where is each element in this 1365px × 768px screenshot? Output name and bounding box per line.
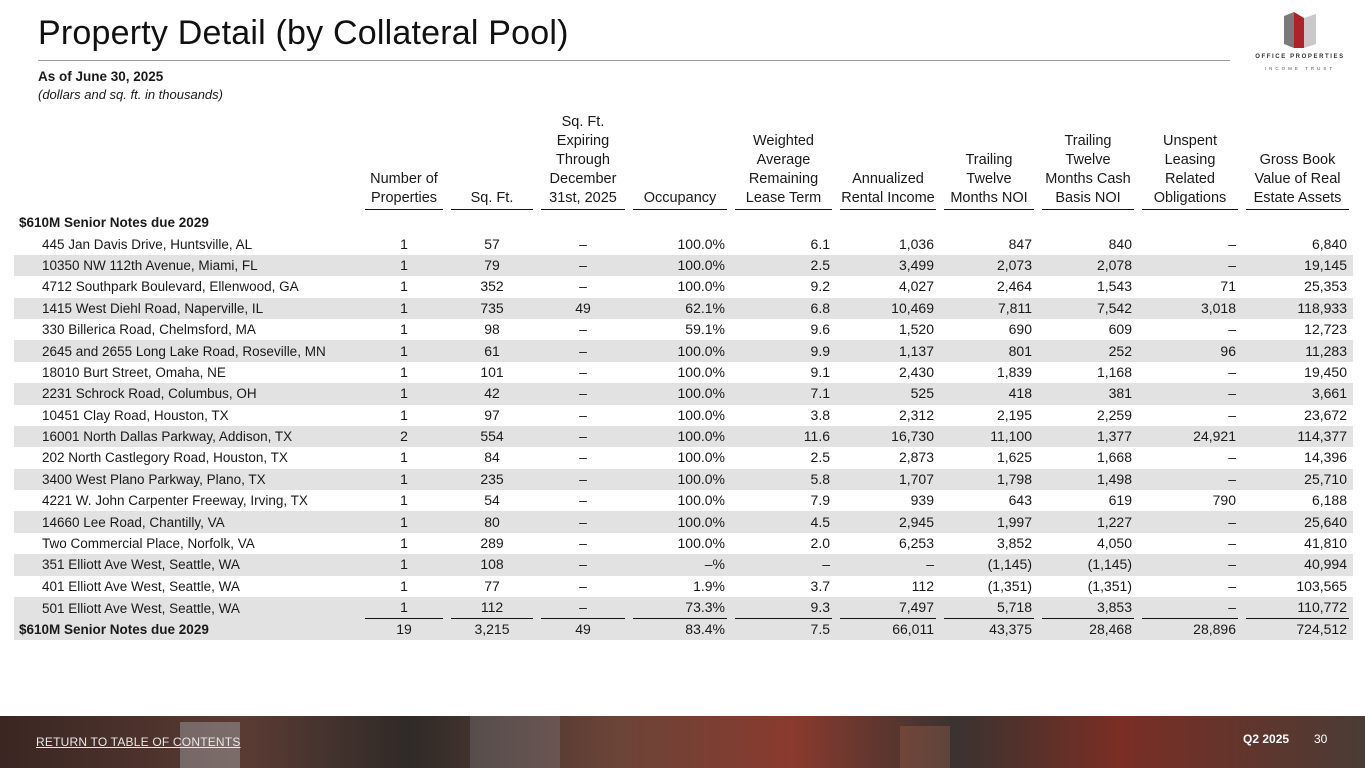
property-name: 10350 NW 112th Avenue, Miami, FL (14, 255, 361, 276)
cell-properties: 1 (361, 255, 447, 276)
col-header-expiring: Sq. Ft. Expiring Through December 31st, 2025 (537, 113, 629, 212)
table-row (14, 511, 1353, 532)
cell-lease-term: 5.8 (731, 469, 836, 490)
cell-gross-book-value: 14,396 (1304, 449, 1347, 466)
cell-leasing-obligations: – (1228, 363, 1236, 380)
cell-expiring: – (537, 554, 629, 575)
cell-gross-book-value: 103,565 (1296, 577, 1347, 594)
col-header-lease-term: Weighted Average Remaining Lease Term (731, 113, 836, 212)
cell-gross-book-value: 40,994 (1242, 554, 1353, 575)
cell-ttm-noi: 11,100 (940, 426, 1038, 447)
cell-rental-income: 112 (911, 577, 934, 594)
cell-rental-income: 1,707 (836, 469, 940, 490)
cell-sqft: 80 (447, 511, 537, 532)
cell-gross-book-value: 118,933 (1242, 298, 1353, 319)
cell-properties: 1 (361, 597, 447, 619)
property-name: 4712 Southpark Boulevard, Ellenwood, GA (42, 279, 299, 295)
cell-gross-book-value: 6,840 (1311, 235, 1347, 252)
cell-gross-book-value: 23,672 (1304, 406, 1347, 423)
cell-expiring: – (537, 426, 629, 447)
table-row (14, 447, 1353, 468)
cell-rental-income: 2,873 (898, 449, 934, 466)
cell-ttm-noi: 7,811 (940, 298, 1038, 319)
total-lease-term: 7.5 (731, 619, 836, 640)
cell-gross-book-value: 3,661 (1242, 383, 1353, 404)
cell-properties: 1 (400, 535, 408, 552)
cell-ttm-noi: 643 (1008, 492, 1032, 509)
cell-lease-term: 2.5 (731, 255, 836, 276)
cell-rental-income: 2,430 (898, 363, 934, 380)
cell-lease-term: 9.6 (810, 321, 830, 338)
cell-expiring: – (579, 492, 587, 509)
cell-ttm-noi: 418 (940, 383, 1038, 404)
cell-expiring: – (579, 449, 587, 466)
cell-expiring: – (579, 535, 587, 552)
cell-sqft: 235 (447, 469, 537, 490)
logo-subtitle: INCOME TRUST (1264, 66, 1336, 71)
cell-rental-income: 2,945 (836, 511, 940, 532)
cell-sqft: 97 (484, 406, 500, 423)
property-name: 4221 W. John Carpenter Freeway, Irving, TX (42, 493, 308, 509)
cell-leasing-obligations: – (1138, 554, 1242, 575)
quarter-label: Q2 2025 (1243, 732, 1290, 746)
total-properties: 19 (361, 619, 447, 640)
cell-expiring: – (537, 597, 629, 619)
property-name: 2645 and 2655 Long Lake Road, Roseville, MN (14, 340, 361, 361)
cell-lease-term: – (731, 554, 836, 575)
property-name: 18010 Burt Street, Omaha, NE (42, 364, 226, 380)
table-row (14, 469, 1353, 490)
table-row (14, 362, 1353, 383)
cell-leasing-obligations: – (1228, 235, 1236, 252)
units-note: (dollars and sq. ft. in thousands) (38, 87, 223, 102)
table-row (14, 576, 1353, 597)
cell-expiring: 49 (537, 298, 629, 319)
cell-leasing-obligations: 3,018 (1138, 298, 1242, 319)
cell-gross-book-value: 41,810 (1304, 535, 1347, 552)
cell-lease-term: 9.2 (810, 278, 830, 295)
section-label: $610M Senior Notes due 2029 (19, 215, 209, 231)
cell-properties: 1 (400, 492, 408, 509)
property-name: 445 Jan Davis Drive, Huntsville, AL (42, 236, 253, 252)
total-sqft: 3,215 (447, 619, 537, 640)
cell-occupancy: 100.0% (629, 340, 731, 361)
cell-occupancy: 100.0% (677, 492, 725, 509)
cell-lease-term: 2.0 (810, 535, 830, 552)
cell-rental-income: 4,027 (898, 278, 934, 295)
cell-sqft: 54 (484, 492, 500, 509)
cell-leasing-obligations: – (1228, 406, 1236, 423)
table-row (14, 554, 1353, 575)
cell-lease-term: 3.7 (810, 577, 830, 594)
col-header-ttm-cash-noi: Trailing Twelve Months Cash Basis NOI (1038, 113, 1138, 212)
total-expiring: 49 (537, 619, 629, 640)
cell-ttm-cash-noi: 619 (1108, 492, 1132, 509)
property-name: 330 Billerica Road, Chelmsford, MA (42, 322, 256, 338)
cell-leasing-obligations: – (1228, 321, 1236, 338)
cell-leasing-obligations: – (1228, 449, 1236, 466)
cell-ttm-cash-noi: 1,498 (1038, 469, 1138, 490)
cell-gross-book-value: 12,723 (1304, 321, 1347, 338)
cell-gross-book-value: 110,772 (1242, 597, 1353, 619)
total-leasing-obligations: 28,896 (1138, 619, 1242, 640)
cell-ttm-cash-noi: 1,543 (1096, 278, 1132, 295)
cell-leasing-obligations: – (1138, 597, 1242, 619)
cell-rental-income: 2,312 (898, 406, 934, 423)
page-title: Property Detail (by Collateral Pool) (38, 14, 569, 52)
cell-ttm-noi: 3,852 (996, 535, 1032, 552)
cell-leasing-obligations: 24,921 (1138, 426, 1242, 447)
cell-ttm-noi: 1,625 (996, 449, 1032, 466)
property-name: 2231 Schrock Road, Columbus, OH (14, 383, 361, 404)
page-number: 30 (1314, 732, 1328, 746)
cell-occupancy: 100.0% (629, 255, 731, 276)
cell-lease-term: 11.6 (731, 426, 836, 447)
cell-expiring: – (537, 469, 629, 490)
cell-properties: 1 (400, 321, 408, 338)
cell-ttm-cash-noi: 2,078 (1038, 255, 1138, 276)
table-row (14, 233, 1353, 254)
property-name: Two Commercial Place, Norfolk, VA (42, 536, 255, 552)
cell-rental-income: 10,469 (836, 298, 940, 319)
cell-lease-term: 3.8 (810, 406, 830, 423)
cell-sqft: 352 (480, 278, 504, 295)
cell-properties: 1 (400, 278, 408, 295)
cell-ttm-cash-noi: (1,351) (1087, 577, 1132, 594)
total-ttm-noi: 43,375 (940, 619, 1038, 640)
cell-gross-book-value: 19,145 (1242, 255, 1353, 276)
cell-sqft: 77 (484, 577, 500, 594)
cell-properties: 1 (361, 469, 447, 490)
cell-expiring: – (579, 406, 587, 423)
cell-ttm-cash-noi: 1,227 (1038, 511, 1138, 532)
total-row (14, 619, 1353, 640)
table-row (14, 490, 1353, 511)
cell-occupancy: 100.0% (677, 278, 725, 295)
cell-occupancy: 100.0% (677, 406, 725, 423)
header-blank (14, 113, 361, 212)
cell-expiring: – (579, 363, 587, 380)
cell-properties: 1 (361, 298, 447, 319)
cell-ttm-noi: 1,798 (940, 469, 1038, 490)
cell-ttm-cash-noi: (1,145) (1038, 554, 1138, 575)
cell-rental-income: 1,036 (898, 235, 934, 252)
cell-sqft: 57 (484, 235, 500, 252)
property-name: 401 Elliott Ave West, Seattle, WA (42, 578, 240, 594)
property-name: 1415 West Diehl Road, Naperville, IL (14, 298, 361, 319)
cell-lease-term: 2.5 (810, 449, 830, 466)
cell-leasing-obligations: 790 (1212, 492, 1236, 509)
cell-sqft: 554 (447, 426, 537, 447)
cell-sqft: 289 (480, 535, 504, 552)
cell-expiring: – (579, 235, 587, 252)
cell-ttm-cash-noi: 2,259 (1096, 406, 1132, 423)
return-to-toc-link[interactable]: RETURN TO TABLE OF CONTENTS (36, 735, 241, 749)
company-logo (1244, 12, 1356, 78)
cell-lease-term: 9.3 (731, 597, 836, 619)
cell-lease-term: 7.1 (731, 383, 836, 404)
cell-rental-income: 1,137 (836, 340, 940, 361)
total-gross-book-value: 724,512 (1242, 619, 1353, 640)
cell-properties: 1 (361, 383, 447, 404)
property-name: 14660 Lee Road, Chantilly, VA (14, 511, 361, 532)
cell-properties: 1 (400, 363, 408, 380)
cell-rental-income: – (836, 554, 940, 575)
cell-sqft: 735 (447, 298, 537, 319)
logo-mark-icon (1284, 12, 1316, 48)
table-row (14, 298, 1353, 319)
total-ttm-cash-noi: 28,468 (1038, 619, 1138, 640)
cell-occupancy: 100.0% (677, 363, 725, 380)
cell-properties: 2 (361, 426, 447, 447)
as-of-date: As of June 30, 2025 (38, 69, 164, 84)
cell-expiring: – (537, 340, 629, 361)
cell-sqft: 101 (480, 363, 504, 380)
cell-expiring: – (537, 383, 629, 404)
cell-occupancy: 73.3% (629, 597, 731, 619)
cell-expiring: – (537, 511, 629, 532)
total-rental-income: 66,011 (836, 619, 940, 640)
cell-occupancy: 1.9% (693, 577, 725, 594)
cell-properties: 1 (361, 511, 447, 532)
table-row (14, 383, 1353, 404)
cell-ttm-noi: (1,145) (940, 554, 1038, 575)
table-row (14, 426, 1353, 447)
col-header-properties: Number of Properties (361, 113, 447, 212)
cell-ttm-cash-noi: 4,050 (1096, 535, 1132, 552)
cell-gross-book-value: 25,353 (1304, 278, 1347, 295)
cell-occupancy: 100.0% (629, 469, 731, 490)
cell-sqft: 79 (447, 255, 537, 276)
cell-ttm-cash-noi: 1,377 (1038, 426, 1138, 447)
cell-expiring: – (579, 577, 587, 594)
cell-sqft: 61 (447, 340, 537, 361)
cell-ttm-cash-noi: 7,542 (1038, 298, 1138, 319)
table-row (14, 340, 1353, 361)
cell-expiring: – (537, 255, 629, 276)
cell-lease-term: 9.1 (810, 363, 830, 380)
col-header-gross-book-value: Gross Book Value of Real Estate Assets (1242, 113, 1353, 212)
cell-ttm-noi: 847 (1008, 235, 1032, 252)
property-name: 3400 West Plano Parkway, Plano, TX (14, 469, 361, 490)
cell-occupancy: 100.0% (677, 235, 725, 252)
table-row (14, 319, 1353, 340)
table-row (14, 597, 1353, 619)
cell-rental-income: 939 (910, 492, 934, 509)
cell-sqft: 42 (447, 383, 537, 404)
cell-occupancy: –% (629, 554, 731, 575)
cell-ttm-noi: 1,839 (996, 363, 1032, 380)
cell-properties: 1 (361, 554, 447, 575)
cell-gross-book-value: 11,283 (1242, 340, 1353, 361)
cell-ttm-noi: 1,997 (940, 511, 1038, 532)
cell-leasing-obligations: – (1138, 511, 1242, 532)
cell-ttm-noi: 2,464 (996, 278, 1032, 295)
cell-occupancy: 59.1% (685, 321, 725, 338)
property-name: 351 Elliott Ave West, Seattle, WA (14, 554, 361, 575)
cell-occupancy: 100.0% (677, 449, 725, 466)
table-row (14, 276, 1353, 297)
cell-rental-income: 3,499 (836, 255, 940, 276)
cell-rental-income: 6,253 (898, 535, 934, 552)
total-occupancy: 83.4% (629, 619, 731, 640)
table-row (14, 533, 1353, 554)
cell-ttm-noi: (1,351) (987, 577, 1032, 594)
cell-ttm-noi: 5,718 (940, 597, 1038, 619)
cell-rental-income: 7,497 (836, 597, 940, 619)
cell-gross-book-value: 114,377 (1242, 426, 1353, 447)
cell-expiring: – (579, 278, 587, 295)
cell-leasing-obligations: – (1138, 383, 1242, 404)
cell-properties: 1 (400, 406, 408, 423)
cell-sqft: 112 (447, 597, 537, 619)
col-header-sqft: Sq. Ft. (447, 113, 537, 212)
cell-expiring: – (579, 321, 587, 338)
cell-ttm-cash-noi: 3,853 (1038, 597, 1138, 619)
col-header-occupancy: Occupancy (629, 113, 731, 212)
cell-occupancy: 100.0% (629, 511, 731, 532)
cell-ttm-noi: 801 (940, 340, 1038, 361)
cell-lease-term: 6.1 (810, 235, 830, 252)
property-detail-table (14, 113, 1353, 640)
cell-leasing-obligations: 71 (1220, 278, 1236, 295)
cell-leasing-obligations: – (1228, 535, 1236, 552)
section-header-row (14, 212, 1353, 233)
title-divider (38, 60, 1230, 61)
cell-properties: 1 (400, 235, 408, 252)
cell-ttm-cash-noi: 1,168 (1096, 363, 1132, 380)
col-header-ttm-noi: Trailing Twelve Months NOI (940, 113, 1038, 212)
cell-lease-term: 4.5 (731, 511, 836, 532)
property-name: 10451 Clay Road, Houston, TX (42, 407, 229, 423)
cell-ttm-noi: 690 (1008, 321, 1032, 338)
cell-gross-book-value: 6,188 (1311, 492, 1347, 509)
table-row (14, 405, 1353, 426)
cell-ttm-cash-noi: 840 (1108, 235, 1132, 252)
cell-leasing-obligations: – (1138, 255, 1242, 276)
cell-ttm-noi: 2,073 (940, 255, 1038, 276)
cell-properties: 1 (361, 340, 447, 361)
cell-properties: 1 (400, 577, 408, 594)
cell-leasing-obligations: – (1228, 577, 1236, 594)
cell-ttm-cash-noi: 609 (1108, 321, 1132, 338)
cell-sqft: 98 (484, 321, 500, 338)
cell-gross-book-value: 25,710 (1242, 469, 1353, 490)
cell-rental-income: 525 (836, 383, 940, 404)
cell-occupancy: 62.1% (629, 298, 731, 319)
cell-rental-income: 1,520 (898, 321, 934, 338)
cell-rental-income: 16,730 (836, 426, 940, 447)
cell-sqft: 108 (447, 554, 537, 575)
cell-ttm-noi: 2,195 (996, 406, 1032, 423)
cell-leasing-obligations: 96 (1138, 340, 1242, 361)
cell-lease-term: 6.8 (731, 298, 836, 319)
cell-ttm-cash-noi: 1,668 (1096, 449, 1132, 466)
col-header-rental-income: Annualized Rental Income (836, 113, 940, 212)
cell-ttm-cash-noi: 381 (1038, 383, 1138, 404)
cell-ttm-cash-noi: 252 (1038, 340, 1138, 361)
cell-lease-term: 9.9 (731, 340, 836, 361)
table-row (14, 255, 1353, 276)
cell-gross-book-value: 19,450 (1304, 363, 1347, 380)
property-name: 501 Elliott Ave West, Seattle, WA (14, 597, 361, 619)
table-header-row (14, 113, 1353, 212)
cell-leasing-obligations: – (1138, 469, 1242, 490)
cell-sqft: 84 (484, 449, 500, 466)
cell-lease-term: 7.9 (810, 492, 830, 509)
cell-gross-book-value: 25,640 (1242, 511, 1353, 532)
cell-occupancy: 100.0% (677, 535, 725, 552)
col-header-leasing-obligations: Unspent Leasing Related Obligations (1138, 113, 1242, 212)
property-name: 16001 North Dallas Parkway, Addison, TX (14, 426, 361, 447)
cell-occupancy: 100.0% (629, 383, 731, 404)
cell-occupancy: 100.0% (629, 426, 731, 447)
property-name: 202 North Castlegory Road, Houston, TX (42, 450, 288, 466)
cell-properties: 1 (400, 449, 408, 466)
total-label: $610M Senior Notes due 2029 (14, 619, 361, 640)
logo-name: OFFICE PROPERTIES (1255, 54, 1345, 60)
